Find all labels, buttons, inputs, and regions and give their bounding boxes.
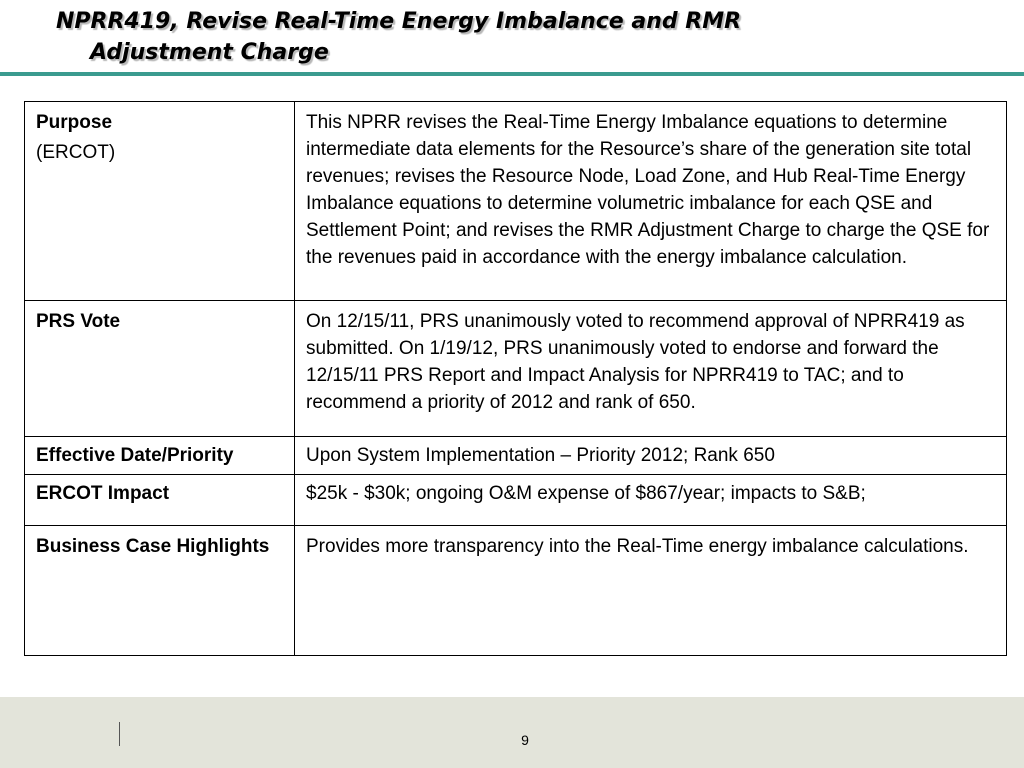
prs-vote-label-cell [25,301,295,437]
table-row-purpose [25,102,1007,301]
ercot-impact-label: ERCOT Impact [36,483,170,504]
table-row-ercot-impact [25,475,1007,526]
table-row-prs-vote [25,301,1007,437]
table-row-business-case [25,526,1007,656]
ercot-impact-label-cell [25,475,295,526]
nprr-summary-table [24,101,1007,656]
title-line-2: Adjustment Charge [90,40,329,65]
purpose-label: Purpose [36,112,113,133]
business-case-label: Business Case Highlights [36,536,270,557]
slide-title [56,6,996,68]
business-case-value: Provides more transparency into the Real-Time energy imbalance calculations. [295,526,1007,656]
prs-vote-label: PRS Vote [36,311,121,332]
purpose-value: This NPRR revises the Real-Time Energy Imbalance equations to determine intermediate data elements for the Resource’s share of the generation site total revenues; revises the Resource Node, Load Zone, and Hub Real-Time Energy Imbalance equations to determine volumetric imbalance for each QSE and Settlement Point; and revises the RMR Adjustment Charge to charge the QSE for the revenues paid in accordance with the energy imbalance calculation. [295,102,1007,301]
title-underline [0,72,1024,76]
title-line-1: NPRR419, Revise Real-Time Energy Imbalance and RMR [56,9,742,34]
business-case-label-cell [25,526,295,656]
effective-date-label-cell [25,437,295,475]
table-row-effective-date [25,437,1007,475]
effective-date-label: Effective Date/Priority [36,445,234,466]
ercot-impact-value: $25k - $30k; ongoing O&M expense of $867/year; impacts to S&B; [295,475,1007,526]
page-number: 9 [521,732,529,748]
prs-vote-value: On 12/15/11, PRS unanimously voted to recommend approval of NPRR419 as submitted. On 1/19/12, PRS unanimously voted to endorse and forward the 12/15/11 PRS Report and Impact Analysis for NPRR419 to TAC; and to recommend a priority of 2012 and rank of 650. [295,301,1007,437]
footer-divider [119,722,120,746]
purpose-label-cell [25,102,295,301]
effective-date-value: Upon System Implementation – Priority 2012; Rank 650 [295,437,1007,475]
purpose-sublabel: (ERCOT) [36,142,116,163]
